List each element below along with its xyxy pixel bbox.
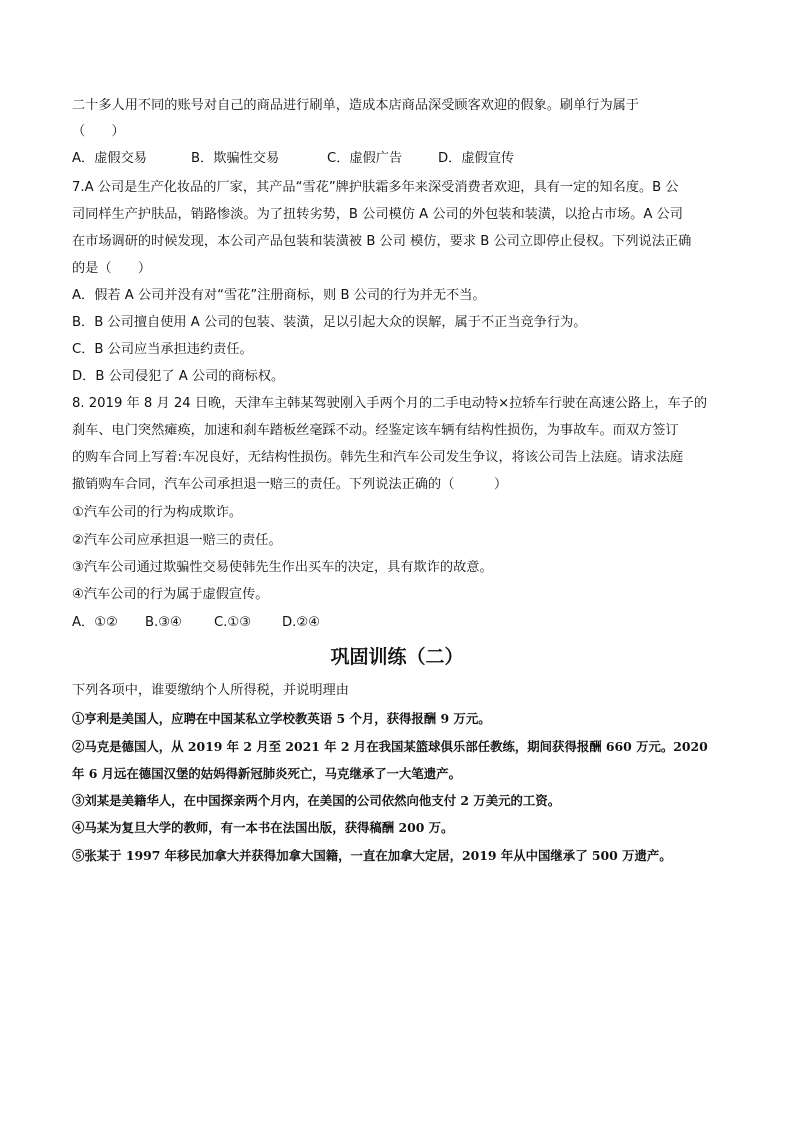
q7-stem-line-4: 的是（ ） (72, 261, 152, 276)
section-title: 巩固训练（二） (330, 646, 464, 668)
q8-statement-2: ②汽车公司应承担退一赔三的责任。 (72, 533, 282, 548)
q7-option-d: D．B 公司侵犯了 A 公司的商标权。 (72, 369, 285, 384)
section-intro: 下列各项中，谁要缴纳个人所得税，并说明理由 (72, 683, 349, 698)
section-item-2-cont: 年 6 月远在德国汉堡的姑妈得新冠肺炎死亡，马克继承了一大笔遗产。 (72, 766, 461, 781)
q8-statement-4: ④汽车公司的行为属于虚假宣传。 (72, 587, 269, 602)
q7-option-a: A．假若 A 公司并没有对“雪花”注册商标，则 B 公司的行为并无不当。 (72, 288, 486, 303)
q8-stem-line-4: 撤销购车合同，汽车公司承担退一赔三的责任。下列说法正确的（ ） (72, 477, 508, 492)
q8-stem-line-1: 8. 2019 年 8 月 24 日晚，天津车主韩某驾驶刚入手两个月的二手电动特×拉轿车行驶在高速公路上，车子的 (72, 396, 708, 411)
q6-option-c: C．虚假广告 (327, 151, 403, 166)
q8-option-c: C.①③ (214, 615, 252, 630)
q8-option-a: A．①② (72, 615, 118, 630)
q8-stem-line-3: 的购车合同上写着:车况良好，无结构性损伤。韩先生和汽车公司发生争议，将该公司告上法庭。请求法庭 (72, 450, 684, 465)
q6-stem-tail: 二十多人用不同的账号对自己的商品进行刷单，造成本店商品深受顾客欢迎的假象。刷单行为属于 (72, 98, 640, 113)
q7-stem-line-2: 司同样生产护肤品，销路惨淡。为了扭转劣势，B 公司模仿 A 公司的外包装和装潢，以抢占市场。A 公司 (72, 207, 683, 222)
q8-statement-1: ①汽车公司的行为构成欺诈。 (72, 505, 243, 520)
q8-stem-line-2: 刹车、电门突然瘫痪，加速和刹车踏板丝毫踩不动。经鉴定该车辆有结构性损伤，为事故车。而双方签订 (72, 423, 679, 438)
q6-option-a: A．虚假交易 (72, 151, 147, 166)
q8-option-d: D.②④ (282, 615, 320, 630)
section-item-5: ⑤张某于 1997 年移民加拿大并获得加拿大国籍，一直在加拿大定居，2019 年从中国继承了 500 万遗产。 (72, 848, 672, 863)
q8-option-b: B.③④ (145, 615, 182, 630)
q7-option-b: B．B 公司擅自使用 A 公司的包装、装潢，足以引起大众的误解，属于不正当竞争行为。 (72, 315, 587, 330)
section-item-2: ②马克是德国人，从 2019 年 2 月至 2021 年 2 月在我国某篮球俱乐部任教练，期间获得报酬 660 万元。2020 (72, 739, 708, 754)
q8-statement-3: ③汽车公司通过欺骗性交易使韩先生作出买车的决定，具有欺诈的故意。 (72, 560, 493, 575)
q7-stem-line-3: 在市场调研的时候发现，本公司产品包装和装潢被 B 公司 模仿，要求 B 公司立即停止侵权。下列说法正确 (72, 234, 692, 249)
q6-answer-paren: （ ） (72, 124, 125, 139)
q6-option-d: D．虚假宣传 (438, 151, 515, 166)
q6-option-b: B．欺骗性交易 (191, 151, 280, 166)
q7-option-c: C．B 公司应当承担违约责任。 (72, 342, 253, 357)
q8-options (72, 614, 732, 632)
q6-options (72, 150, 732, 168)
section-item-3: ③刘某是美籍华人，在中国探亲两个月内，在美国的公司依然向他支付 2 万美元的工资。 (72, 793, 561, 808)
section-item-4: ④马某为复旦大学的教师，有一本书在法国出版，获得稿酬 200 万。 (72, 820, 454, 835)
q7-stem-line-1: 7.A 公司是生产化妆品的厂家，其产品“雪花”牌护肤霜多年来深受消费者欢迎，具有一定的知名度。B 公 (72, 180, 679, 195)
section-item-1: ①亨利是美国人，应聘在中国某私立学校教英语 5 个月，获得报酬 9 万元。 (72, 711, 491, 726)
